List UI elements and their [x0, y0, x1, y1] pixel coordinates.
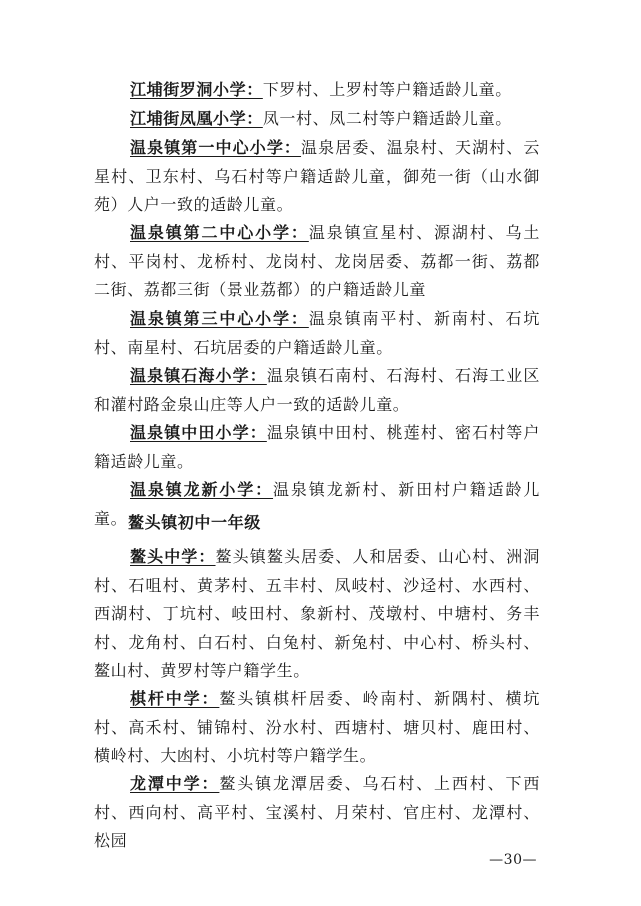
entry-fenghuang	[94, 105, 540, 134]
school-area: 鳌头镇龙潭居委、乌石村、上西村、下西村、西向村、高平村、宝溪村、月荣村、官庄村、龙潭村、松园	[94, 774, 540, 850]
school-name: 江埔街罗洞小学：	[130, 80, 263, 99]
entry-aotou	[94, 543, 540, 686]
school-area: 鳌头镇棋杆居委、岭南村、新隅村、横坑村、高禾村、铺锦村、汾水村、西塘村、塘贝村、鹿田村、横岭村、大凼村、小坑村等户籍学生。	[94, 689, 540, 765]
school-area: 温泉镇石南村、石海村、石海工业区和灌村路金泉山庄等人户一致的适龄儿童。	[94, 366, 540, 414]
school-name: 温泉镇第一中心小学：	[130, 138, 302, 157]
school-name: 温泉镇龙新小学：	[130, 480, 274, 499]
school-area: 温泉居委、温泉村、天湖村、云星村、卫东村、乌石村等户籍适龄儿童，御苑一街（山水御苑）人户一致的适龄儿童。	[94, 138, 540, 214]
school-area: 鳌头镇鳌头居委、人和居委、山心村、洲洞村、石咀村、黄茅村、五丰村、凤岐村、沙迳村、水西村、西湖村、丁坑村、岐田村、象新村、茂墩村、中塘村、务丰村、龙角村、白石村、白兔村、新兔村、中心村、桥头村、鳌山村、黄罗村等户籍学生。	[94, 547, 540, 680]
school-area: 温泉镇龙新村、新田村户籍适龄儿童。	[94, 480, 540, 528]
entry-zhongtian	[94, 419, 540, 476]
school-name: 鳌头中学：	[130, 547, 216, 566]
page-number: —30—	[489, 852, 537, 868]
school-area: 温泉镇南平村、新南村、石坑村、南星村、石坑居委的户籍适龄儿童。	[94, 309, 540, 357]
section-heading: 鳌头镇初中一年级	[128, 513, 261, 532]
entry-wenquan-2	[94, 219, 540, 305]
school-area: 凤一村、凤二村等户籍适龄儿童。	[262, 109, 512, 128]
entry-qigan	[94, 685, 540, 771]
school-name: 温泉镇石海小学：	[130, 366, 267, 385]
school-name: 龙潭中学：	[130, 774, 220, 793]
school-area: 下罗村、上罗村等户籍适龄儿童。	[262, 80, 512, 99]
entry-shihai	[94, 362, 540, 419]
entry-wenquan-1	[94, 134, 540, 220]
school-name: 江埔街凤凰小学：	[130, 109, 263, 128]
school-area: 温泉镇中田村、桃莲村、密石村等户籍适龄儿童。	[94, 423, 540, 471]
school-area: 温泉镇宣星村、源湖村、乌土村、平岗村、龙桥村、龙岗村、龙岗居委、荔都一街、荔都二街、荔都三街（景业荔都）的户籍适龄儿童	[94, 223, 540, 299]
school-name: 棋杆中学：	[130, 689, 220, 708]
school-name: 温泉镇第二中心小学：	[130, 223, 309, 242]
school-name: 温泉镇中田小学：	[130, 423, 267, 442]
entry-wenquan-3	[94, 305, 540, 362]
school-name: 温泉镇第三中心小学：	[130, 309, 309, 328]
entry-luodong	[94, 76, 540, 105]
entry-longtan	[94, 770, 540, 856]
